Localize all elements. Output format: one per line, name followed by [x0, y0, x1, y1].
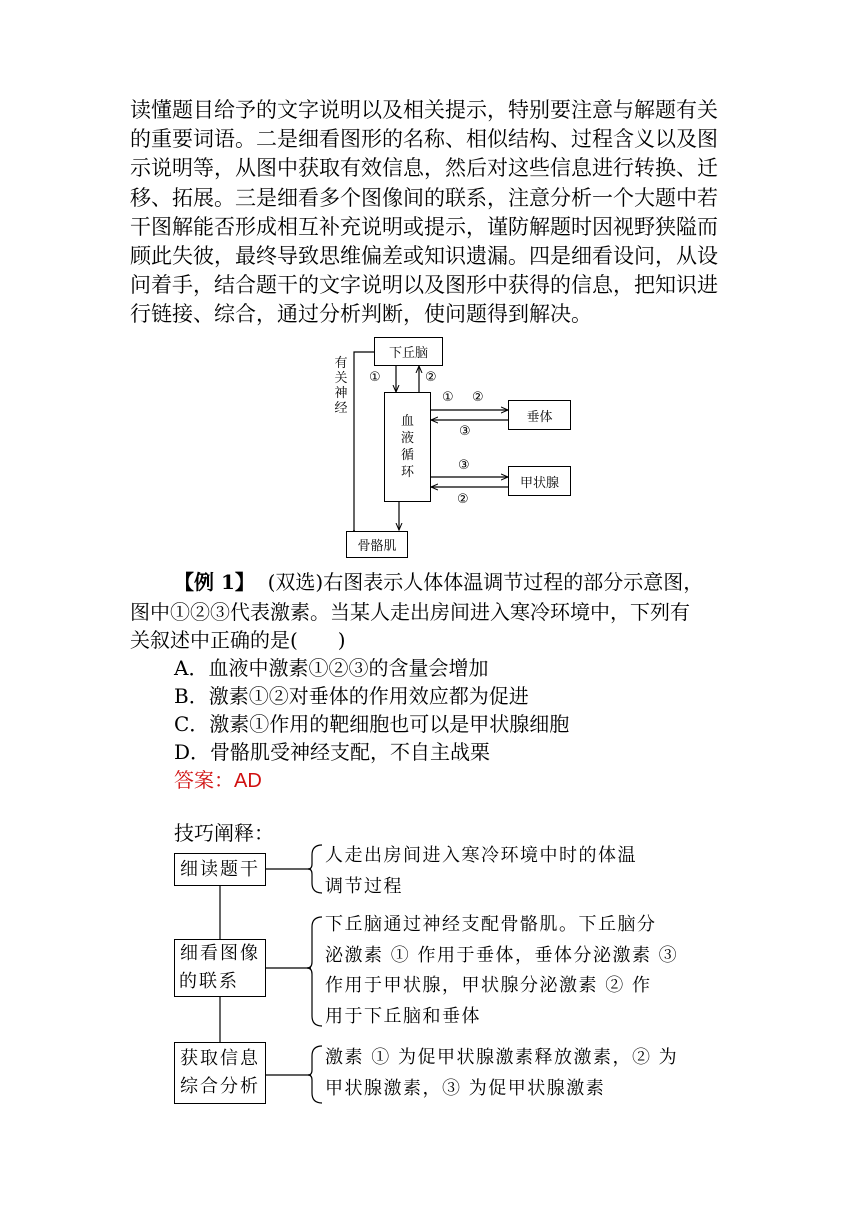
- view-images-line: 的联系: [179, 971, 239, 992]
- paragraph-line: 干图解能否形成相互补充说明或提示，谨防解题时因视野狭隘而: [130, 214, 718, 239]
- paragraph-line: 读懂题目给予的文字说明以及相关提示，特别要注意与解题有关: [130, 98, 718, 122]
- blood-char: 环: [400, 465, 414, 480]
- option-d: D．骨骼肌受神经支配，不自主战栗: [174, 740, 491, 764]
- mark-thyroid-3: ③: [458, 458, 470, 473]
- mark-hypothalamus-down: ①: [369, 370, 381, 385]
- paragraph-line: 移、拓展。三是细看多个图像间的联系，注意分析一个大题中若: [130, 185, 718, 210]
- paragraph-line: 的重要词语。二是细看图形的名称、相似结构、过程含义以及图: [130, 127, 718, 152]
- analyze-line: 获取信息: [180, 1048, 260, 1069]
- paragraph-line: 顾此失彼，最终导致思维偏差或知识遗漏。四是细看设问，从设: [130, 244, 718, 269]
- view-images-line: 细看图像: [180, 943, 260, 964]
- answer-value: AD: [234, 770, 262, 792]
- paragraph-line: 示说明等，从图中获取有效信息，然后对这些信息进行转换、迁: [130, 156, 718, 181]
- example-tag: 【例 1】: [174, 570, 255, 594]
- thyroid-label: 甲状腺: [519, 475, 559, 491]
- blood-char: 血: [400, 414, 414, 429]
- mark-pituitary-2: ②: [472, 390, 484, 405]
- skills-text-2: 下丘脑通过神经支配骨骼肌。下丘脑分 泌激素 ① 作用于垂体，垂体分泌激素 ③ 作用于甲状腺，甲状腺分泌激素 ② 作 用于下丘脑和垂体: [325, 914, 679, 1027]
- analyze-box: [174, 1042, 266, 1104]
- pituitary-label: 垂体: [526, 409, 553, 425]
- hypothalamus-label: 下丘脑: [388, 346, 428, 361]
- nerve-label: 有 关 神 经: [334, 356, 348, 416]
- option-a: A．血液中激素①②③的含量会增加: [174, 656, 489, 680]
- read-stem-label: 细读题干: [180, 858, 260, 880]
- mark-pituitary-3: ③: [459, 424, 471, 439]
- paragraph-line: 行链接、综合，通过分析判断，使问题得到解决。: [130, 302, 592, 327]
- question-stem-line3: 关叙述中正确的是( ): [130, 628, 346, 652]
- blood-char: 循: [400, 448, 414, 463]
- answer-label: 答案：: [174, 768, 234, 792]
- question-stem-line2: 图中①②③代表激素。当某人走出房间进入寒冷环境中，下列有: [130, 600, 690, 624]
- skills-title: 技巧阐释：: [174, 821, 274, 845]
- option-c: C．激素①作用的靶细胞也可以是甲状腺细胞: [174, 712, 570, 736]
- skills-text-3: 激素 ① 为促甲状腺激素释放激素，② 为 甲状腺激素，③ 为促甲状腺激素: [325, 1047, 679, 1099]
- analyze-line: 综合分析: [180, 1076, 260, 1097]
- skills-text-1: 人走出房间进入寒冷环境中时的体温 调节过程: [325, 845, 637, 897]
- mark-pituitary-1: ①: [442, 390, 454, 405]
- blood-char: 液: [400, 431, 414, 446]
- option-b: B．激素①②对垂体的作用效应都为促进: [174, 684, 529, 708]
- muscle-label: 骨骼肌: [357, 539, 397, 554]
- read-stem-box: [174, 853, 266, 886]
- view-images-box: [174, 939, 266, 997]
- mark-hypothalamus-up: ②: [425, 370, 437, 385]
- stem-text: (双选)右图表示人体体温调节过程的部分示意图，: [267, 570, 704, 594]
- paragraph-line: 问着手，结合题干的文字说明以及图形中获得的信息，把知识进: [130, 273, 718, 298]
- mark-thyroid-2: ②: [457, 492, 469, 507]
